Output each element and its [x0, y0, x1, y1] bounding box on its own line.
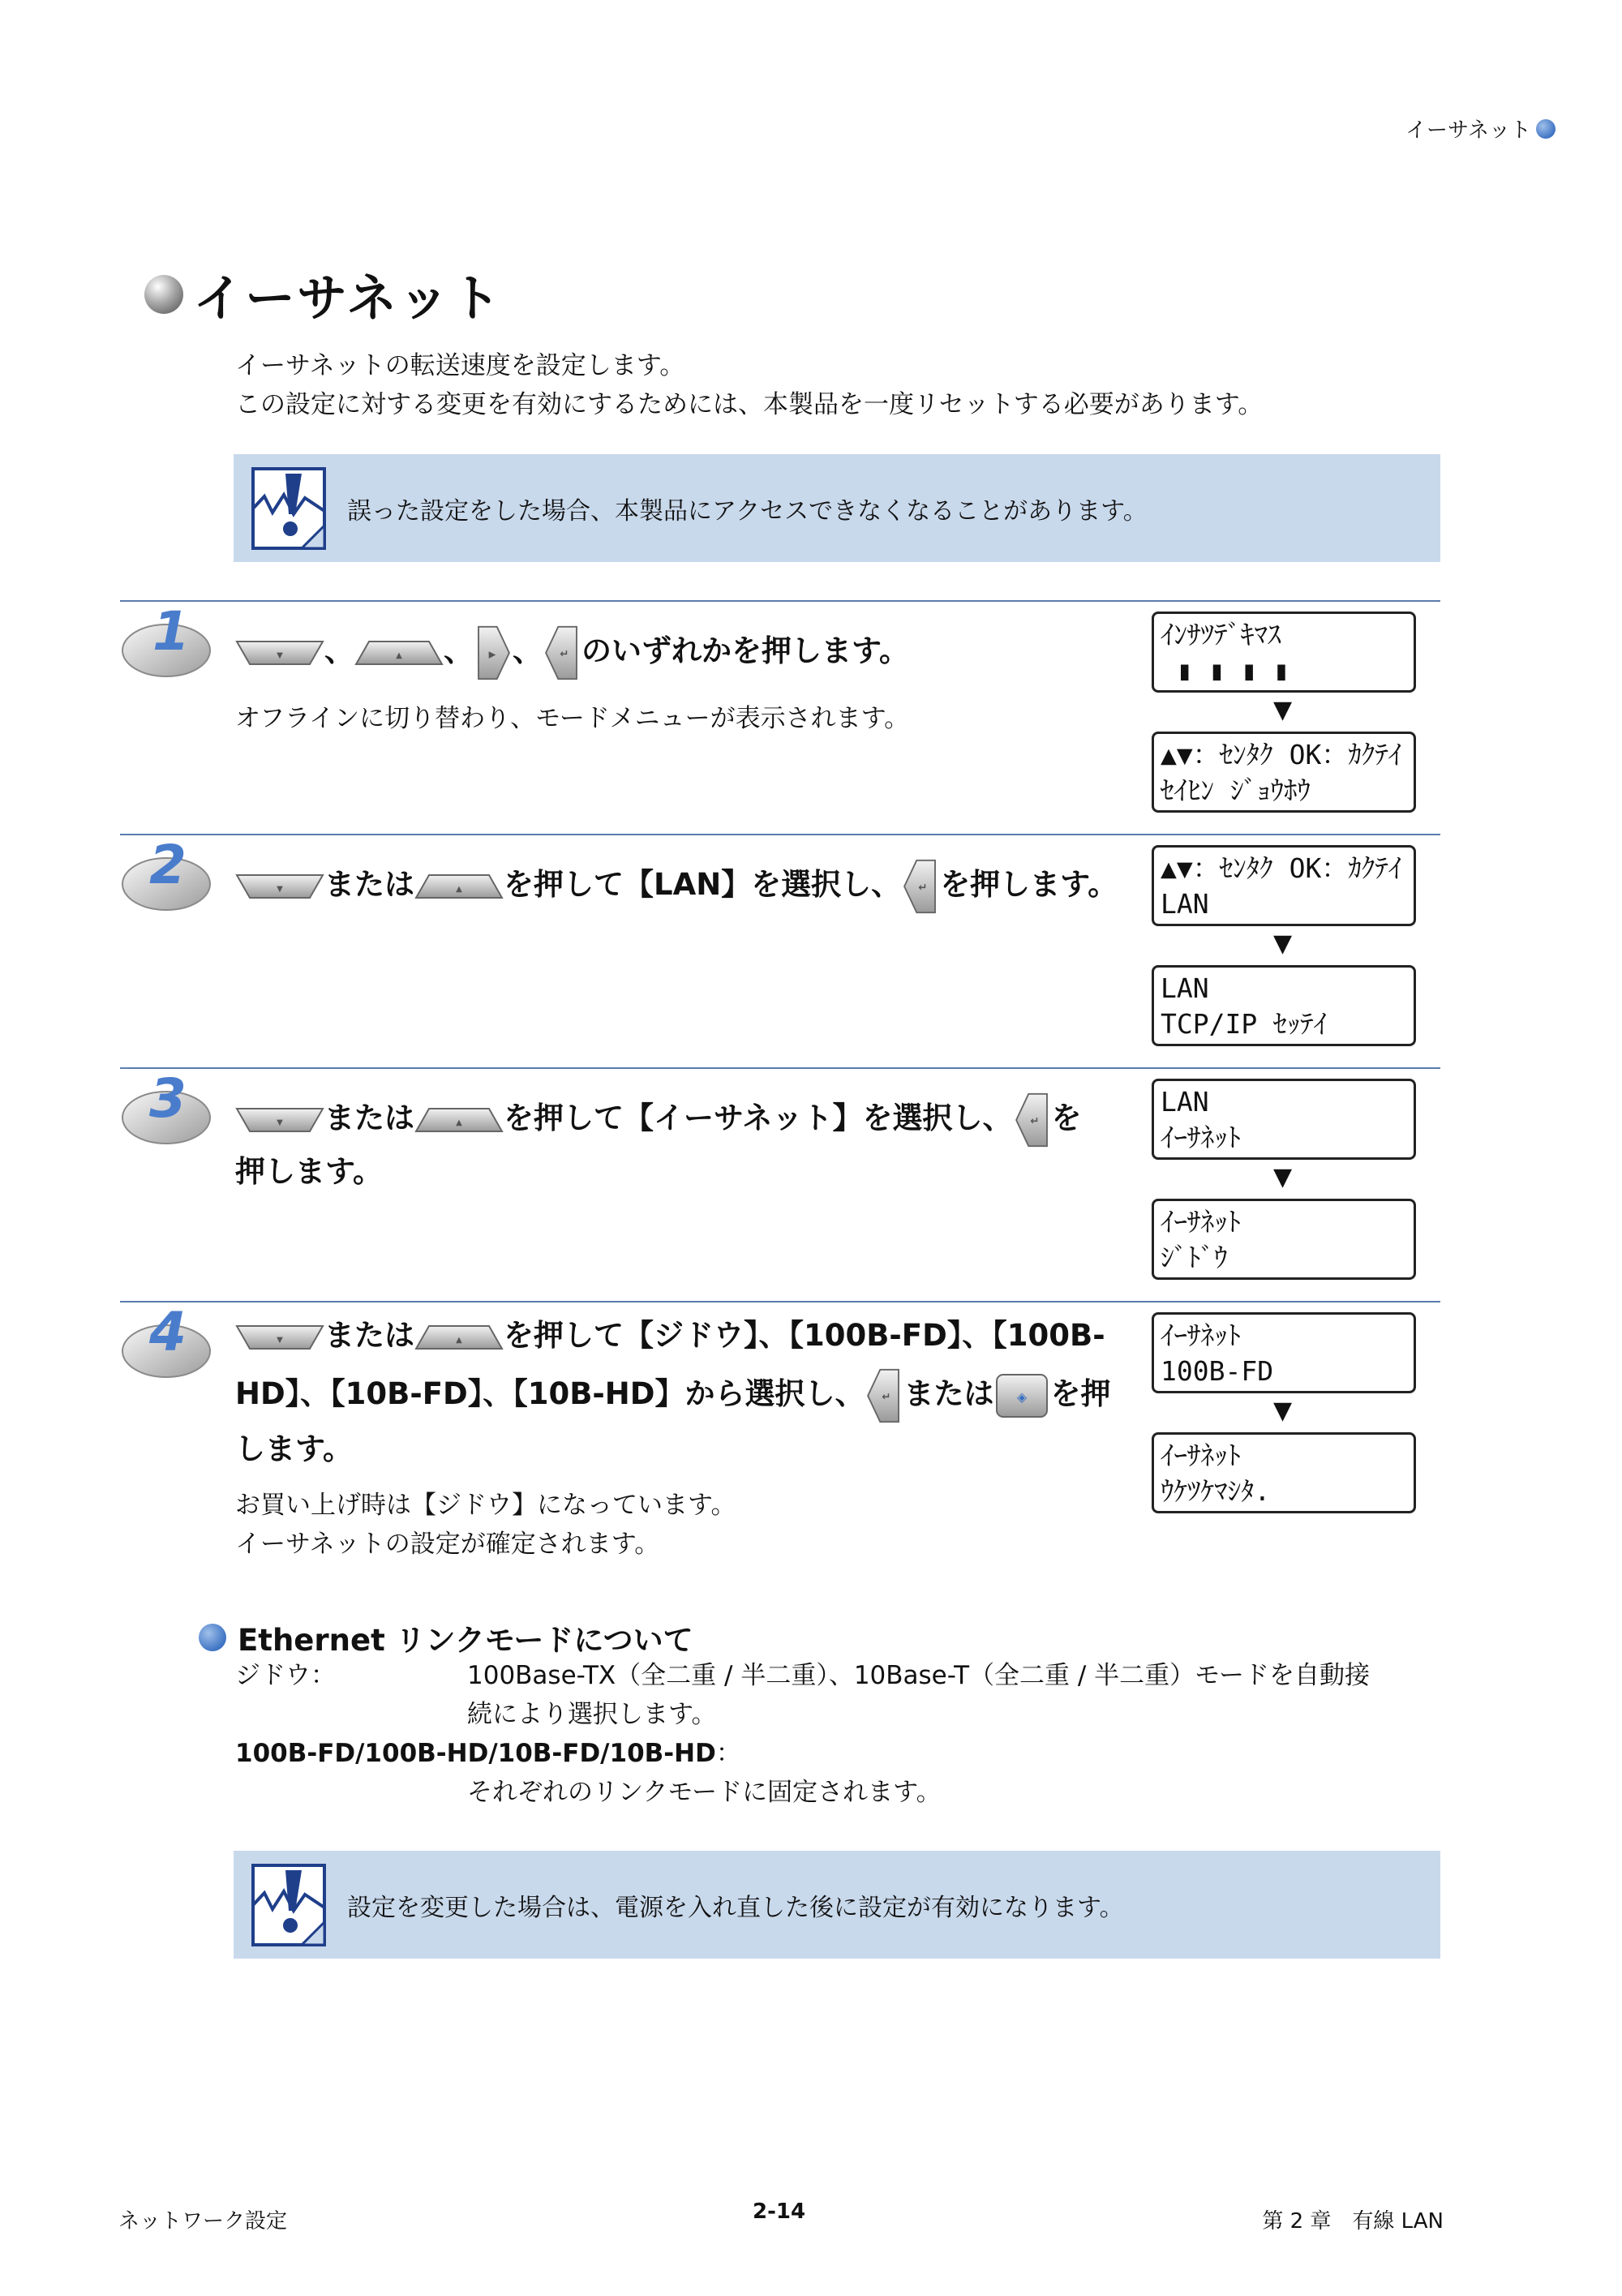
lcd-line-2: 100B-FD [1161, 1355, 1274, 1387]
up-button-icon [354, 637, 444, 669]
step-3-mid: を押して【イーサネット】を選択し、 [504, 1101, 1013, 1135]
running-header [1405, 114, 1555, 144]
note-box-2 [234, 1851, 1440, 1959]
lcd-line-2: ▮ ▮ ▮ ▮ [1161, 654, 1289, 686]
intro-line-1: イーサネットの転送速度を設定します。 [235, 351, 685, 380]
step-4-line-2 [235, 1366, 1110, 1425]
term-fixed-modes [235, 1734, 741, 1773]
ok-button-icon [993, 1371, 1050, 1420]
footer-left: ネットワーク設定 [118, 2209, 288, 2234]
lcd-display [1152, 1432, 1416, 1513]
separator: 、 [444, 633, 474, 668]
or-text: または [324, 1318, 414, 1353]
lcd-display [1152, 612, 1416, 693]
step-1-tail: のいずれかを押します。 [581, 633, 910, 668]
intro-line-2: この設定に対する変更を有効にするためには、本製品を一度リセットする必要があります。 [235, 390, 1264, 419]
lcd-line-1: LAN [1161, 972, 1209, 1004]
step-1-description: オフラインに切り替わり、モードメニューが表示されます。 [235, 704, 910, 733]
page-title [144, 258, 503, 330]
step-4-desc-2: イーサネットの設定が確定されます。 [235, 1530, 660, 1559]
def-jidou-line-1: 100Base-TX（全二重 / 半二重）、10Base-T（全二重 / 半二重）モードを自動接 [467, 1661, 1370, 1690]
lcd-line-1: ▲▼：ｾﾝﾀｸ OK：ｶｸﾃｲ [1161, 852, 1402, 884]
lcd-arrow-icon: ▼ [1273, 1397, 1293, 1425]
lcd-display [1152, 1312, 1416, 1393]
step-number-3: 3 [149, 1067, 187, 1130]
lcd-line-1: ｲﾝｻﾂﾃﾞｷﾏｽ [1161, 619, 1281, 650]
step-3-instruction [235, 1090, 1082, 1149]
down-button-icon [235, 1321, 324, 1354]
down-button-icon [235, 1104, 324, 1136]
down-button-icon [235, 870, 324, 903]
right-button-icon [474, 624, 513, 682]
lcd-line-1: ｲｰｻﾈｯﾄ [1161, 1440, 1241, 1471]
step-4-mid: を押して【ジドウ】、【100B-FD】、【100B- [504, 1318, 1105, 1353]
or-text: または [324, 1101, 414, 1135]
page-number: 2-14 [753, 2199, 806, 2224]
enter-button-icon [1013, 1091, 1052, 1149]
lcd-arrow-icon: ▼ [1273, 1163, 1293, 1191]
term-fixed-modes-text: 100B-FD/100B-HD/10B-FD/10B-HD [235, 1739, 716, 1768]
lcd-line-1: ｲｰｻﾈｯﾄ [1161, 1206, 1241, 1238]
enter-button-icon [865, 1367, 903, 1425]
step-4-instruction [235, 1307, 1105, 1364]
up-button-icon [414, 1321, 504, 1354]
enter-button-icon [543, 624, 581, 682]
lcd-line-2: TCP/IP ｾｯﾃｲ [1161, 1008, 1328, 1040]
step-2-tail: を押します。 [940, 867, 1118, 902]
up-button-icon [414, 870, 504, 903]
step-4-line-3: します。 [235, 1431, 354, 1466]
step-divider [120, 1067, 1440, 1069]
down-button-icon [235, 637, 324, 669]
ethernet-heading-text: Ethernet リンクモードについて [238, 1623, 693, 1658]
lcd-line-1: ▲▼：ｾﾝﾀｸ OK：ｶｸﾃｲ [1161, 739, 1402, 770]
separator: 、 [513, 633, 543, 668]
page-title-text: イーサネット [193, 268, 503, 328]
lcd-line-2: ｳｹﾂｹﾏｼﾀ. [1161, 1475, 1271, 1507]
step-1-instruction [235, 623, 909, 682]
lcd-line-2: LAN [1161, 888, 1209, 920]
lcd-display [1152, 845, 1416, 926]
note-text-2: 設定を変更した場合は、電源を入れ直した後に設定が有効になります。 [347, 1893, 1124, 1922]
step-number-1: 1 [152, 600, 190, 663]
lcd-line-2: ｼﾞﾄﾞｳ [1161, 1242, 1228, 1273]
enter-button-icon [901, 857, 940, 916]
step-4-line-2-text: HD】、【10B-FD】、【10B-HD】から選択し、 [235, 1376, 865, 1411]
or-text: または [903, 1376, 994, 1411]
lcd-line-1: ｲｰｻﾈｯﾄ [1161, 1320, 1241, 1351]
step-2-instruction [235, 856, 1118, 916]
def-jidou-line-2: 続により選択します。 [467, 1700, 717, 1729]
lcd-display [1152, 1199, 1416, 1280]
lcd-display [1152, 965, 1416, 1046]
step-divider [120, 1301, 1440, 1302]
blue-dot-icon [1536, 119, 1555, 139]
note-icon [248, 464, 329, 553]
footer-right: 第 2 章 有線 LAN [1262, 2209, 1444, 2234]
lcd-display [1152, 1079, 1416, 1160]
lcd-line-2: ｲｰｻﾈｯﾄ [1161, 1122, 1241, 1153]
note-text-1: 誤った設定をした場合、本製品にアクセスできなくなることがあります。 [347, 496, 1148, 526]
ethernet-section-heading [199, 1616, 693, 1659]
note-icon [248, 1860, 329, 1950]
def-fixed-modes: それぞれのリンクモードに固定されます。 [467, 1778, 942, 1807]
step-3-line-2: 押します。 [235, 1154, 384, 1189]
or-text: または [324, 867, 414, 902]
step-4-desc-1: お買い上げ時は【ジドウ】になっています。 [235, 1491, 736, 1520]
step-4-tail: を押 [1050, 1376, 1111, 1411]
lcd-display [1152, 732, 1416, 813]
up-button-icon [414, 1104, 504, 1136]
colon: ： [715, 1739, 741, 1768]
lcd-line-2: ｾｲﾋﾝ ｼﾞｮｳﾎｳ [1161, 775, 1311, 806]
lcd-line-1: LAN [1161, 1086, 1209, 1118]
sphere-bullet-icon [144, 275, 183, 314]
step-3-tail: を [1051, 1101, 1082, 1135]
lcd-arrow-icon: ▼ [1273, 696, 1293, 724]
step-number-4: 4 [149, 1301, 187, 1363]
step-number-2: 2 [149, 834, 187, 896]
note-box-1 [234, 454, 1440, 562]
separator: 、 [324, 633, 354, 668]
blue-dot-icon [199, 1624, 226, 1651]
step-2-mid: を押して【LAN】を選択し、 [504, 867, 902, 902]
step-divider [120, 834, 1440, 835]
lcd-arrow-icon: ▼ [1273, 929, 1293, 958]
term-jidou: ジドウ： [235, 1661, 336, 1690]
running-header-text: イーサネット [1405, 118, 1531, 143]
step-divider [120, 600, 1440, 602]
